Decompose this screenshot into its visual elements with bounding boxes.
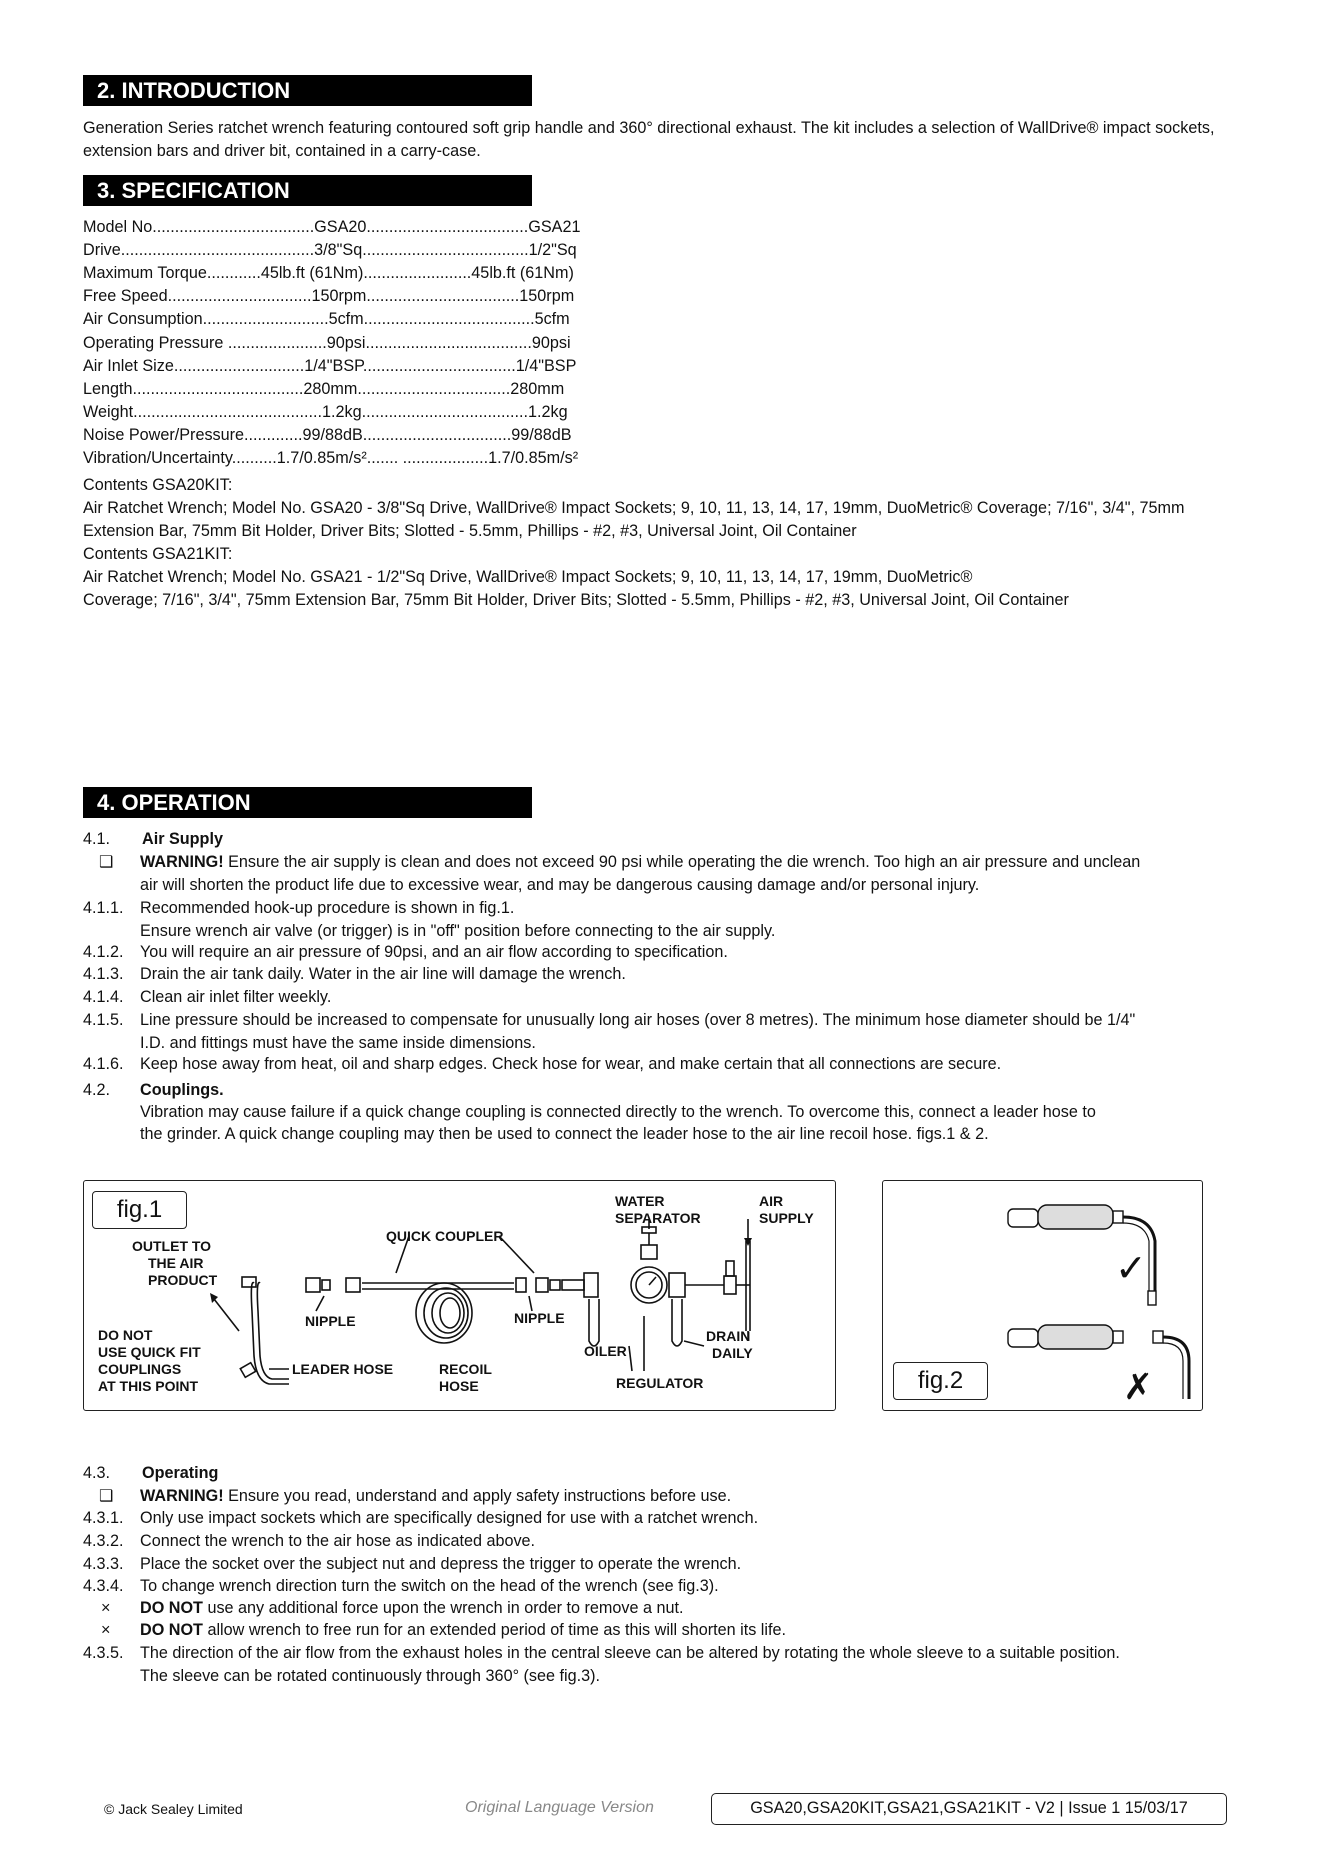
checkbox-bullet-icon: ❑ — [99, 853, 114, 871]
fig1-recoil-line2: HOSE — [439, 1378, 479, 1394]
fig1-outlet-line3: PRODUCT — [148, 1272, 218, 1288]
footer-copyright: © Jack Sealey Limited — [104, 1801, 243, 1817]
contents-gsa21-line2: Coverage; 7/16", 3/4", 75mm Extension Bar, 75mm Bit Holder, Driver Bits; Slotted - 5.5mm, Phillips - #2, #3, Universal Joint, Oil Container — [83, 591, 1069, 609]
fig1-outlet-line1: OUTLET TO — [132, 1238, 212, 1254]
footer-language: Original Language Version — [465, 1799, 654, 1816]
checkbox-bullet-icon: ❑ — [99, 1487, 114, 1505]
fig1-regulator: REGULATOR — [616, 1375, 704, 1391]
spec-line: Operating Pressure ......................90psi.....................................90psi — [83, 333, 571, 352]
contents-gsa20-title: Contents GSA20KIT: — [83, 476, 233, 494]
fig1-diagram — [83, 1180, 836, 1411]
cross-icon: ✗ — [1123, 1367, 1154, 1408]
spec-line: Drive...........................................3/8"Sq.....................................1/2"Sq — [83, 241, 577, 260]
contents-gsa21-line1: Air Ratchet Wrench; Model No. GSA21 - 1/2"Sq Drive, WallDrive® Impact Sockets; 9, 10, 11, 13, 14, 17, 19mm, DuoMetric® — [83, 568, 973, 586]
air-supply-title: Air Supply — [142, 830, 223, 848]
couplings-line1: Vibration may cause failure if a quick change coupling is connected directly to the wrench. To overcome this, connect a leader hose to — [140, 1103, 1096, 1121]
introduction-heading: 2. INTRODUCTION — [83, 75, 532, 106]
footer-doc-ref: GSA20,GSA20KIT,GSA21,GSA21KIT - V2 | Issue 1 15/03/17 — [750, 1799, 1188, 1817]
fig2-diagram — [882, 1180, 1203, 1411]
spec-line: Maximum Torque............45lb.ft (61Nm)........................45lb.ft (61Nm) — [83, 264, 574, 283]
couplings-line2: the grinder. A quick change coupling may then be used to connect the leader hose to the air line recoil hose. figs.1 & 2. — [140, 1125, 989, 1143]
fig1-drain-line2: DAILY — [712, 1345, 753, 1361]
fig1-recoil-line1: RECOIL — [439, 1361, 492, 1377]
operation-heading: 4. OPERATION — [83, 787, 532, 818]
fig1-label: fig.1 — [92, 1191, 187, 1229]
fig1-donot-line4: AT THIS POINT — [98, 1378, 199, 1394]
spec-line: Vibration/Uncertainty..........1.7/0.85m/s²....... ...................1.7/0.85m/s² — [83, 449, 579, 467]
fig1-nipple-right: NIPPLE — [514, 1310, 565, 1326]
fig1-quick-coupler: QUICK COUPLER — [386, 1228, 504, 1244]
fig1-donot-line3: COUPLINGS — [98, 1361, 182, 1377]
warning-air-supply-line2: air will shorten the product life due to excessive wear, and may be dangerous causing damage and/or personal injury. — [140, 876, 980, 894]
spec-line: Model No....................................GSA20....................................GSA21 — [83, 218, 581, 236]
fig2-label: fig.2 — [893, 1362, 988, 1400]
fig1-donot-line2: USE QUICK FIT — [98, 1344, 201, 1360]
fig1-donot-line1: DO NOT — [98, 1327, 153, 1343]
contents-gsa21-title: Contents GSA21KIT: — [83, 545, 233, 563]
fig1-leader-hose: LEADER HOSE — [292, 1361, 394, 1377]
fig1-nipple-left: NIPPLE — [305, 1313, 356, 1329]
fig1-drain-line1: DRAIN — [706, 1328, 751, 1344]
fig1-drawing — [84, 1181, 834, 1409]
footer-doc-ref-box — [711, 1793, 1227, 1825]
spec-line: Free Speed................................150rpm..................................150rpm — [83, 287, 575, 306]
cross-bullet-icon: × — [101, 1621, 111, 1639]
fig1-air-line2: SUPPLY — [759, 1210, 814, 1226]
spec-line: Noise Power/Pressure.............99/88dB.................................99/88dB — [83, 425, 572, 444]
contents-gsa20-text: Air Ratchet Wrench; Model No. GSA20 - 3/8"Sq Drive, WallDrive® Impact Sockets; 9, 10, 11, 13, 14, 17, 19mm, DuoMetric® Coverage; 7/16", 3/4", 75mm Extension Bar, 75mm Bit Holder, Driver Bits; Slotted - 5.5mm, Phillips - #2, #3, Universal Joint, Oil Container — [83, 499, 1185, 540]
couplings-title: Couplings. — [140, 1081, 224, 1099]
fig1-water-line1: WATER — [615, 1193, 665, 1209]
fig1-outlet-line2: THE AIR — [148, 1255, 204, 1271]
fig1-water-line2: SEPARATOR — [615, 1210, 701, 1226]
cross-bullet-icon: × — [101, 1599, 111, 1617]
item-4-3-5-line2: The sleeve can be rotated continuously through 360° (see fig.3). — [140, 1667, 601, 1685]
spec-line: Air Inlet Size.............................1/4"BSP..................................1/4"BSP — [83, 356, 577, 375]
spec-line: Weight..........................................1.2kg.....................................1.2kg — [83, 402, 568, 421]
fig1-air-line1: AIR — [759, 1193, 784, 1209]
operating-title: Operating — [142, 1464, 219, 1482]
specification-heading: 3. SPECIFICATION — [83, 175, 532, 206]
introduction-text: Generation Series ratchet wrench featuring contoured soft grip handle and 360° directional exhaust. The kit includes a selection of WallDrive® impact sockets, extension bars and driver bit, contained in a carry-case. — [83, 119, 1215, 160]
fig1-oiler: OILER — [584, 1343, 627, 1359]
spec-line: Length......................................280mm..................................280mm — [83, 379, 565, 398]
spec-line: Air Consumption............................5cfm......................................5cfm — [83, 310, 570, 329]
check-icon: ✓ — [1115, 1246, 1147, 1290]
